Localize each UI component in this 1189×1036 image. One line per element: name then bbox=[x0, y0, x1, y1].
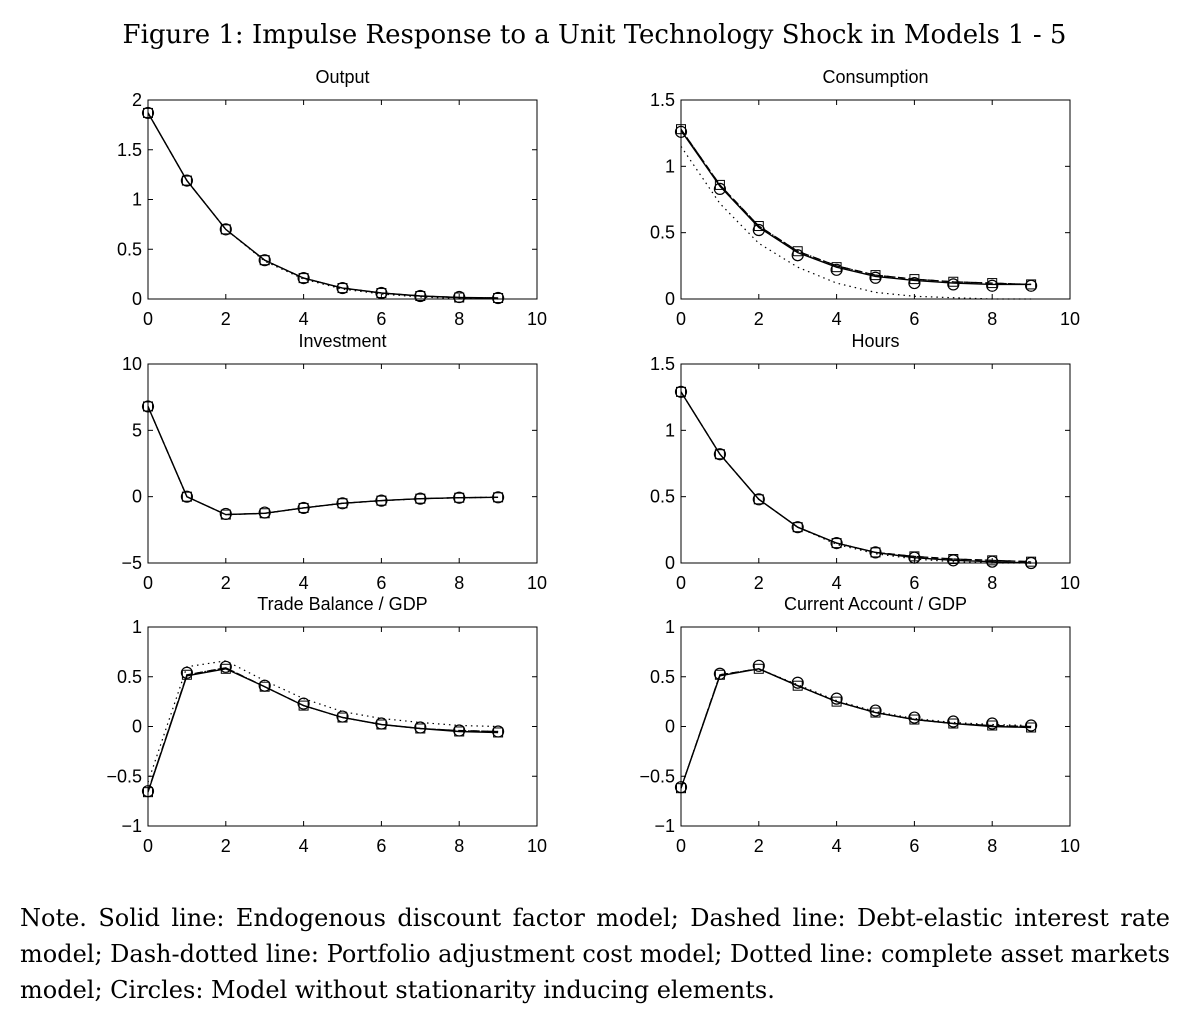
current-account-gdp-xtick-label: 8 bbox=[987, 836, 998, 856]
current-account-gdp-dash-dotted-line bbox=[681, 669, 1031, 788]
trade-balance-gdp-title: Trade Balance / GDP bbox=[257, 594, 428, 614]
consumption-ytick-label: 0 bbox=[664, 289, 675, 309]
trade-balance-gdp-xtick-label: 4 bbox=[298, 836, 309, 856]
trade-balance-gdp-ytick-label: −0.5 bbox=[106, 766, 142, 787]
figure-note: Note. Solid line: Endogenous discount factor model; Dashed line: Debt-elastic interest rate model; Dash-dotted line: Portfolio adjustment cost model; Dotted line: complete asset markets model; Circles: Model without stationarity inducing elements. bbox=[20, 904, 1170, 1004]
current-account-gdp-xtick-label: 6 bbox=[909, 836, 920, 856]
current-account-gdp-dashed-line bbox=[681, 669, 1031, 788]
current-account-gdp-solid-line bbox=[681, 669, 1031, 788]
current-account-gdp-circle-marker bbox=[1026, 720, 1037, 731]
hours-ytick-label: 1.5 bbox=[649, 354, 675, 374]
trade-balance-gdp-xtick-label: 10 bbox=[526, 836, 548, 856]
hours-xtick-label: 0 bbox=[675, 573, 687, 593]
output-ytick-label: 1 bbox=[131, 189, 142, 210]
trade-balance-gdp-xtick-label: 0 bbox=[142, 836, 154, 856]
investment-xtick-label: 4 bbox=[298, 573, 309, 593]
current-account-gdp-panel bbox=[639, 594, 1080, 856]
trade-balance-gdp-ytick-label: 1 bbox=[131, 617, 142, 637]
trade-balance-gdp-ytick-label: 0 bbox=[131, 716, 142, 737]
consumption-solid-line bbox=[681, 131, 1031, 285]
consumption-circle-marker bbox=[987, 280, 998, 291]
consumption-dotted-line bbox=[681, 146, 1031, 299]
investment-solid-line bbox=[148, 407, 498, 515]
hours-dotted-line bbox=[681, 392, 1031, 563]
output-ytick-label: 0.5 bbox=[116, 239, 142, 260]
hours-xtick-label: 8 bbox=[987, 573, 998, 593]
investment-xtick-label: 0 bbox=[142, 573, 154, 593]
consumption-xtick-label: 4 bbox=[831, 309, 842, 329]
hours-solid-line bbox=[681, 392, 1031, 563]
figure-title: Figure 1: Impulse Response to a Unit Technology Shock in Models 1 - 5 bbox=[122, 20, 1067, 50]
hours-title: Hours bbox=[851, 331, 900, 351]
investment-axes-box bbox=[148, 364, 537, 563]
current-account-gdp-ytick-label: −0.5 bbox=[639, 766, 675, 787]
trade-balance-gdp-axes-box bbox=[148, 627, 537, 826]
consumption-circle-marker bbox=[1026, 280, 1037, 291]
consumption-circle-marker bbox=[948, 279, 959, 290]
hours-ytick-label: 0.5 bbox=[649, 486, 675, 507]
output-panel bbox=[117, 67, 547, 329]
current-account-gdp-ytick-label: 0.5 bbox=[649, 666, 675, 687]
investment-xtick-label: 10 bbox=[526, 573, 548, 593]
output-xtick-label: 8 bbox=[454, 309, 465, 329]
trade-balance-gdp-xtick-label: 8 bbox=[454, 836, 465, 856]
trade-balance-gdp-panel bbox=[106, 594, 547, 856]
current-account-gdp-xtick-label: 2 bbox=[753, 836, 764, 856]
investment-panel bbox=[121, 331, 547, 593]
investment-ytick-label: 10 bbox=[121, 354, 142, 374]
trade-balance-gdp-ytick-label: 0.5 bbox=[116, 666, 142, 687]
current-account-gdp-circle-marker bbox=[753, 660, 764, 671]
output-dash-dotted-line bbox=[148, 113, 498, 298]
output-xtick-label: 2 bbox=[220, 309, 231, 329]
hours-xtick-label: 4 bbox=[831, 573, 842, 593]
output-xtick-label: 0 bbox=[142, 309, 154, 329]
consumption-axes-box bbox=[681, 100, 1070, 299]
hours-panel bbox=[650, 331, 1080, 593]
consumption-xtick-label: 10 bbox=[1059, 309, 1081, 329]
investment-title: Investment bbox=[298, 331, 387, 351]
hours-ytick-label: 1 bbox=[664, 420, 675, 441]
consumption-xtick-label: 2 bbox=[753, 309, 764, 329]
consumption-ytick-label: 1.5 bbox=[649, 90, 675, 110]
trade-balance-gdp-dotted-line bbox=[148, 661, 498, 782]
hours-axes-box bbox=[681, 364, 1070, 563]
hours-ytick-label: 0 bbox=[664, 553, 675, 573]
current-account-gdp-circle-marker bbox=[987, 718, 998, 729]
current-account-gdp-circle-marker bbox=[792, 677, 803, 688]
current-account-gdp-ytick-label: −1 bbox=[654, 816, 675, 836]
consumption-ytick-label: 1 bbox=[664, 156, 675, 177]
consumption-dashed-line bbox=[681, 129, 1031, 284]
trade-balance-gdp-ytick-label: −1 bbox=[121, 816, 142, 836]
output-ytick-label: 0 bbox=[131, 289, 142, 309]
hours-dashed-line bbox=[681, 392, 1031, 562]
investment-xtick-label: 2 bbox=[220, 573, 231, 593]
trade-balance-gdp-xtick-label: 2 bbox=[220, 836, 231, 856]
hours-xtick-label: 6 bbox=[909, 573, 920, 593]
current-account-gdp-xtick-label: 0 bbox=[675, 836, 687, 856]
current-account-gdp-xtick-label: 10 bbox=[1059, 836, 1081, 856]
consumption-xtick-label: 0 bbox=[675, 309, 687, 329]
investment-ytick-label: 0 bbox=[131, 486, 142, 507]
investment-ytick-label: −5 bbox=[121, 553, 142, 573]
output-xtick-label: 10 bbox=[526, 309, 548, 329]
hours-dash-dotted-line bbox=[681, 392, 1031, 562]
trade-balance-gdp-circle-marker bbox=[220, 661, 231, 672]
consumption-xtick-label: 6 bbox=[909, 309, 920, 329]
output-dotted-line bbox=[148, 113, 498, 299]
consumption-xtick-label: 8 bbox=[987, 309, 998, 329]
current-account-gdp-ytick-label: 1 bbox=[664, 617, 675, 637]
output-dashed-line bbox=[148, 113, 498, 298]
investment-xtick-label: 6 bbox=[376, 573, 387, 593]
current-account-gdp-circle-marker bbox=[870, 705, 881, 716]
output-axes-box bbox=[148, 100, 537, 299]
consumption-panel bbox=[650, 67, 1080, 329]
consumption-circle-marker bbox=[870, 272, 881, 283]
output-title: Output bbox=[315, 67, 370, 87]
output-xtick-label: 6 bbox=[376, 309, 387, 329]
current-account-gdp-xtick-label: 4 bbox=[831, 836, 842, 856]
output-ytick-label: 1.5 bbox=[116, 139, 142, 160]
output-ytick-label: 2 bbox=[131, 90, 142, 110]
output-solid-line bbox=[148, 113, 498, 298]
trade-balance-gdp-xtick-label: 6 bbox=[376, 836, 387, 856]
consumption-ytick-label: 0.5 bbox=[649, 222, 675, 243]
hours-xtick-label: 2 bbox=[753, 573, 764, 593]
current-account-gdp-title: Current Account / GDP bbox=[783, 594, 968, 614]
current-account-gdp-ytick-label: 0 bbox=[664, 716, 675, 737]
output-xtick-label: 4 bbox=[298, 309, 309, 329]
current-account-gdp-dotted-line bbox=[681, 669, 1031, 788]
hours-xtick-label: 10 bbox=[1059, 573, 1081, 593]
investment-ytick-label: 5 bbox=[131, 420, 142, 441]
investment-xtick-label: 8 bbox=[454, 573, 465, 593]
current-account-gdp-circle-marker bbox=[831, 693, 842, 704]
trade-balance-gdp-dash-dotted-line bbox=[148, 668, 498, 791]
trade-balance-gdp-solid-line bbox=[148, 669, 498, 792]
consumption-title: Consumption bbox=[822, 67, 929, 87]
consumption-dash-dotted-line bbox=[681, 129, 1031, 284]
